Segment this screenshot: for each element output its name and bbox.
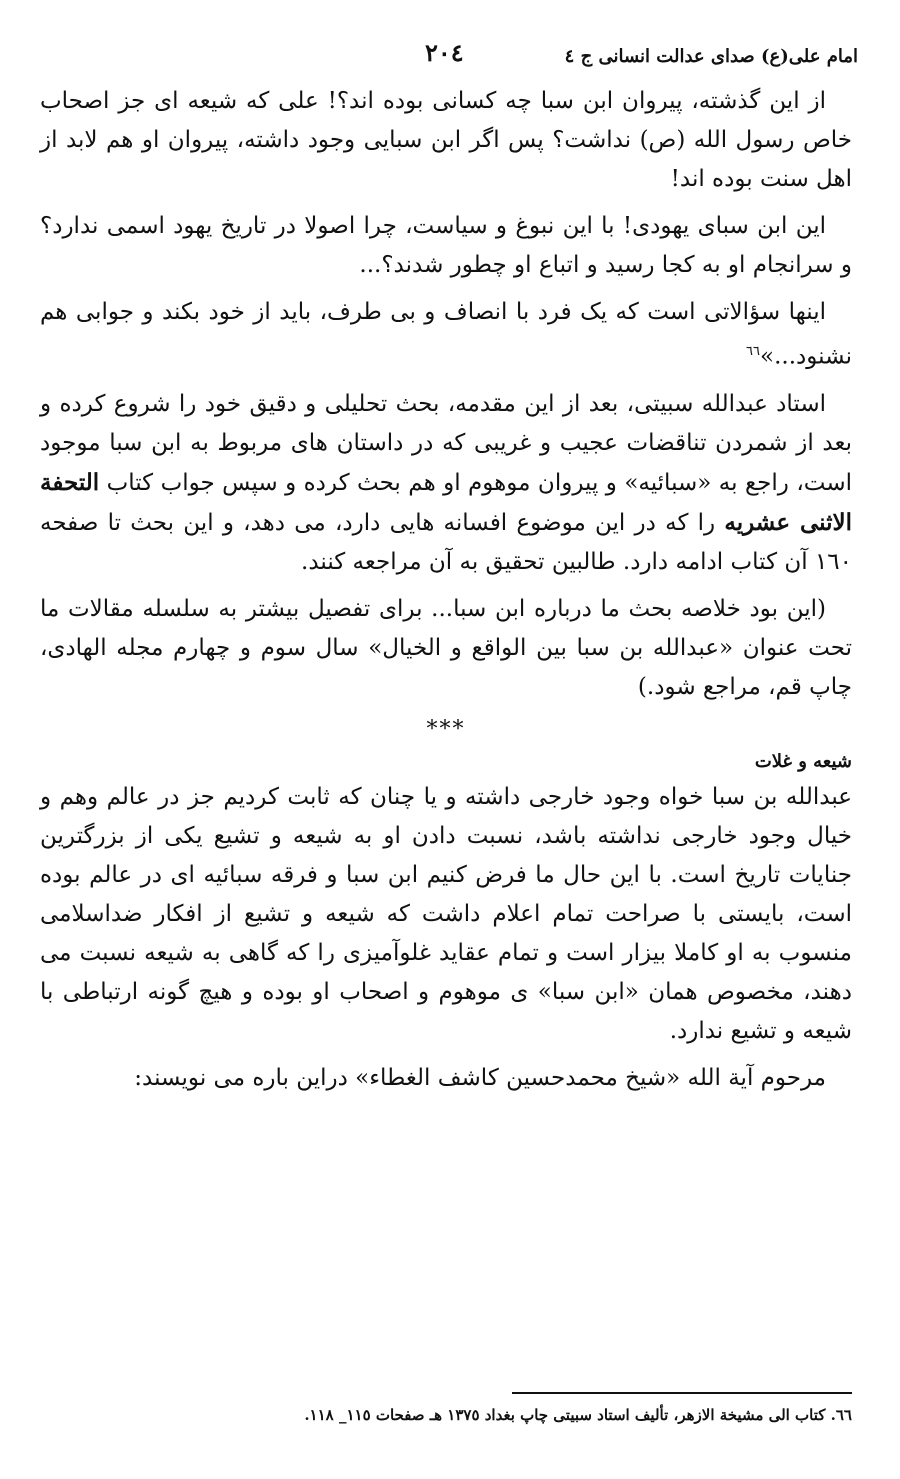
paragraph-1: از این گذشته، پیروان ابن سبا چه کسانی بوده اند؟! علی که شیعه ای جز اصحاب خاص رسول الله (ص) نداشت؟ پس اگر ابن سبایی وجود داشته، پیروان او هم لابد از اهل سنت بوده اند! [40, 88, 852, 192]
page-header [40, 38, 858, 74]
paragraph-3 [40, 293, 852, 377]
paragraph-5: (این بود خلاصه بحث ما درباره ابن سبا... برای تفصیل بیشتر به سلسله مقالات ما تحت عنوان «عبدالله بن سبا بین الواقع و الخیال» سال سوم و چهارم مجله الهادی، چاپ قم، مراجع شود.) [40, 595, 852, 700]
paragraph-2: این ابن سبای یهودی! با این نبوغ و سیاست، چرا اصولا در تاریخ یهود اسمی ندارد؟ و سرانجام او به کجا رسید و اتباع او چطور شدند؟... [40, 213, 852, 278]
section-heading: شیعه و غلات [754, 750, 852, 772]
paragraph-6: عبدالله بن سبا خواه وجود خارجی داشته و یا چنان که ثابت کردیم جز در عالم وهم و خیال وجود خارجی نداشته باشد، نسبت دادن او به شیعه و تشیع یکی از بزرگترین جنایات تاریخ است. با این حال ما فرض کنیم ابن سبا و فرقه سبائیه ای در عالم بوده است، بایستی با صراحت تمام اعلام داشت که شیعه و تشیع از افکار ضداسلامی منسوب به او کاملا بیزار است و تمام عقاید غلوآمیزی را که گاهی به شیعه نسبت می دهند، مخصوص همان «ابن سبا» ی موهوم و اصحاب او بوده و هیچ گونه ارتباطی با شیعه و تشیع ندارد. [40, 783, 852, 1044]
paragraph-7: مرحوم آیة الله «شیخ محمدحسین کاشف الغطاء» دراین باره می نویسند: [134, 1064, 826, 1091]
page-body [40, 82, 852, 1106]
book-title: التحفة الاثنی عشریه [40, 468, 852, 536]
running-title: امام علی(ع) صدای عدالت انسانی ج ٤ [564, 46, 858, 67]
paragraph-4-text-a: استاد عبدالله سبیتی، بعد از این مقدمه، بحث تحلیلی و دقیق خود را شروع کرده و بعد از شمردن تناقضات عجیب و غریبی که در داستان های مربوط به ابن سبا موجود است، راجع به «سبائیه» و پیروان موهوم او هم بحث کرده و سپس جواب کتاب [40, 390, 852, 496]
footnote-ref: ٦٦ [746, 344, 760, 359]
paragraph-4 [40, 385, 852, 582]
paragraph-3-text: اینها سؤالاتی است که یک فرد با انصاف و بی طرف، باید از خود بکند و جوابی هم نشنود...» [40, 299, 852, 370]
page-number: ٢٠٤ [425, 38, 464, 67]
footnote: ٦٦. کتاب الی مشیخة الازهر، تألیف استاد سبیتی چاپ بغداد ١٣٧٥ هـ صفحات ١١٥_ ١١٨. [304, 1406, 852, 1424]
section-separator: *** [426, 716, 466, 742]
paragraph-4-text-b: را که در این موضوع افسانه هایی دارد، می دهد، و این بحث تا صفحه ١٦٠ آن کتاب ادامه دارد. طالبین تحقیق به آن مراجعه کنند. [40, 509, 852, 575]
footnote-divider [512, 1392, 852, 1394]
